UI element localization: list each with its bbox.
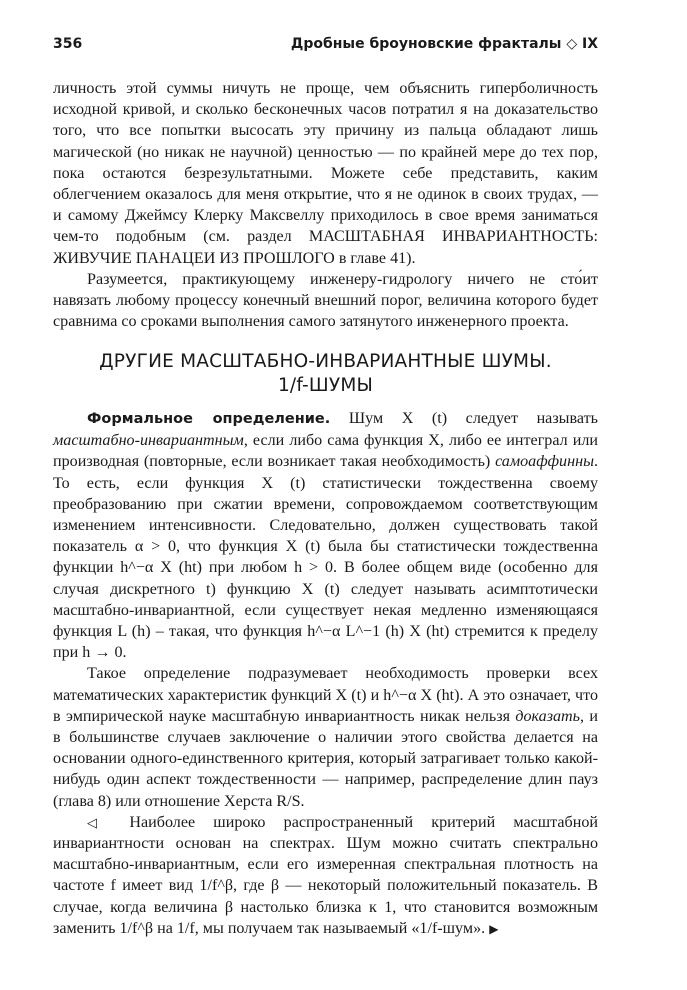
paragraph-spectral-criterion: [53, 812, 598, 940]
empirical-text-b: , и в большинстве случаев заключение о наличии этого свойства делается на основании одного-единственного критерия, который затрагивает только какой-нибудь один аспект тождественности — например, распределение длин пауз (глава 8) или отношение Херста R/S.: [53, 707, 598, 810]
definition-text-c: . То есть, если функция X (t) статистически тождественна своему преобразованию при сжатии времени, сопровождаемом соответствующим изменением интенсивности. Следовательно, должен существовать такой показатель α > 0, что функция X (t) была бы статистически тождественна функции h^−α X (ht) при любом h > 0. В более общем виде (особенно для случая дискретного t) функцию X (t) следует называть асимптотически масштабно-инвариантной, если существует некая медленно изменяющаяся функция L (h) – такая, что функция h^−α L^−1 (h) X (ht) стремится к пределу при h → 0.: [53, 453, 598, 662]
empirical-text-a: Такое определение подразумевает необходимость проверки всех математических характеристик функций X (t) и h^−α X (ht). А это означает, что в эмпирической науке масштабную инвариантность никак нельзя: [53, 665, 598, 725]
running-title: Дробные броуновские фракталы ◇ IX: [290, 36, 598, 52]
page-header: [53, 36, 598, 56]
definition-text-b: , если либо сама функция X, либо ее интеграл или производная (повторные, если возникает такая необходимость): [53, 432, 598, 471]
top-text-block: [53, 78, 598, 332]
body-text-block: [53, 408, 598, 940]
spectral-text: Наиболее широко распространенный критерий масштабной инвариантности основан на спектрах. Шум можно считать спектрально масштабно-инвариантным, если его измеренная спектральная плотность на частоте f имеет вид 1/f^β, где β — некоторый положительный показатель. В случае, когда величина β настолько близка к 1, что становится возможным заменить 1/f^β на 1/f, мы получаем так называемый «1/f-шум».: [53, 813, 598, 937]
left-triangle-icon: ◁: [87, 814, 112, 830]
definition-lead: Формальное определение.: [87, 411, 331, 427]
definition-term-scale-invariant: масштабно-инвариантным: [53, 432, 244, 450]
paragraph-formal-definition: [53, 408, 598, 663]
definition-text-a: Шум X (t) следует называть: [348, 410, 598, 427]
paragraph-hydrologist: Разумеется, практикующему инженеру-гидрологу ничего не сто́ит навязать любому процессу конечный внешний порог, величина которого будет сравнима со сроками выполнения самого затянутого инженерного проекта.: [53, 270, 598, 331]
section-title: [53, 350, 598, 398]
definition-term-self-affine: самоаффинны: [495, 453, 594, 471]
paragraph-empirical: [53, 663, 598, 811]
section-title-line-1: ДРУГИЕ МАСШТАБНО-ИНВАРИАНТНЫЕ ШУМЫ.: [99, 351, 552, 372]
paragraph-continued: личность этой суммы ничуть не проще, чем объяснить гиперболичность исходной кривой, и сколько бесконечных часов потратил я на доказательство того, что все попытки высосать эту причину из пальца обладают лишь магической (но никак не научной) ценностью — по крайней мере до тех пор, пока остаются безрезультатными. Можете себе представить, каким облегчением оказалось для меня открытие, что я не одинок в своих трудах, — и самому Джеймсу Клерку Максвеллу приходилось в свое время заниматься чем-то подобным (см. раздел МАСШТАБНАЯ ИНВАРИАНТНОСТЬ: ЖИВУЧИЕ ПАНАЦЕИ ИЗ ПРОШЛОГО в главе 41).: [53, 80, 598, 267]
section-title-line-2: 1/f-ШУМЫ: [277, 375, 374, 396]
page-number: 356: [53, 36, 83, 52]
empirical-term-prove: доказать: [515, 707, 580, 725]
end-triangle-icon: ▶: [489, 921, 499, 936]
